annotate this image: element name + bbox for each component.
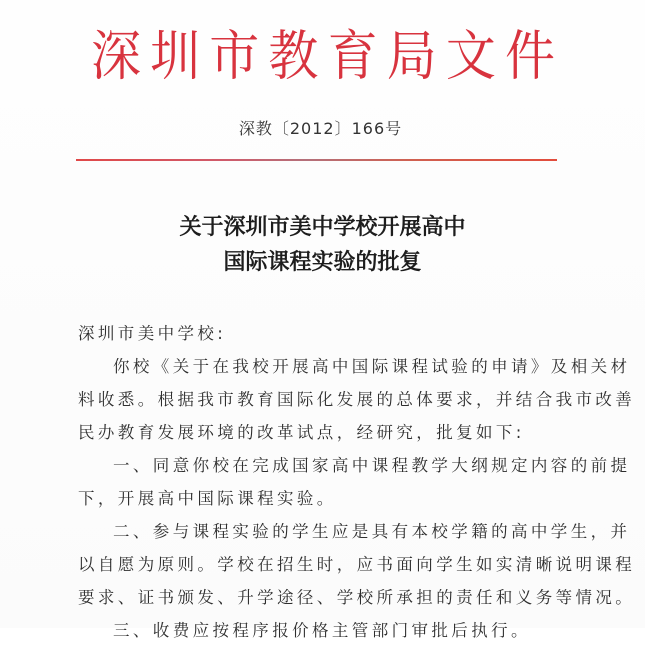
item-1-line: 下，开展高中国际课程实验。 (78, 489, 337, 508)
red-header-divider (76, 159, 557, 161)
item-2-line: 要求、证书颁发、升学途径、学校所承担的责任和义务等情况。 (78, 588, 636, 607)
paragraph-line: 你校《关于在我校开展高中国际课程试验的申请》及相关材 (113, 357, 631, 376)
document-body (78, 317, 636, 647)
paragraph-line: 料收悉。根据我市教育国际化发展的总体要求，并结合我市改善 (78, 390, 636, 409)
subject-title-line-1: 关于深圳市美中学校开展高中 (179, 214, 466, 240)
title-char: 教 (268, 24, 319, 88)
issuing-authority-title (88, 26, 558, 86)
title-char: 市 (209, 24, 260, 88)
paragraph-line: 民办教育发展环境的改革试点，经研究，批复如下: (78, 423, 525, 442)
title-char: 件 (504, 24, 555, 88)
title-char: 深 (91, 24, 141, 88)
salutation: 深圳市美中学校: (78, 324, 227, 343)
item-1-line: 一、同意你校在完成国家高中课程教学大纲规定内容的前提 (113, 456, 631, 475)
item-3-line: 三、收费应按程序报价格主管部门审批后执行。 (113, 621, 531, 640)
item-2-line: 以自愿为原则。学校在招生时，应书面向学生如实清晰说明课程 (78, 555, 636, 574)
title-char: 文 (445, 24, 496, 88)
title-char: 圳 (150, 24, 201, 88)
title-char: 局 (386, 24, 437, 88)
item-2-line: 二、参与课程实验的学生应是具有本校学籍的高中学生，并 (113, 522, 631, 541)
title-char: 育 (327, 24, 378, 88)
document-number (0, 116, 645, 139)
subject-title-line-2: 国际课程实验的批复 (223, 249, 422, 275)
document-number-text: 深教〔2012〕166号 (238, 119, 403, 138)
